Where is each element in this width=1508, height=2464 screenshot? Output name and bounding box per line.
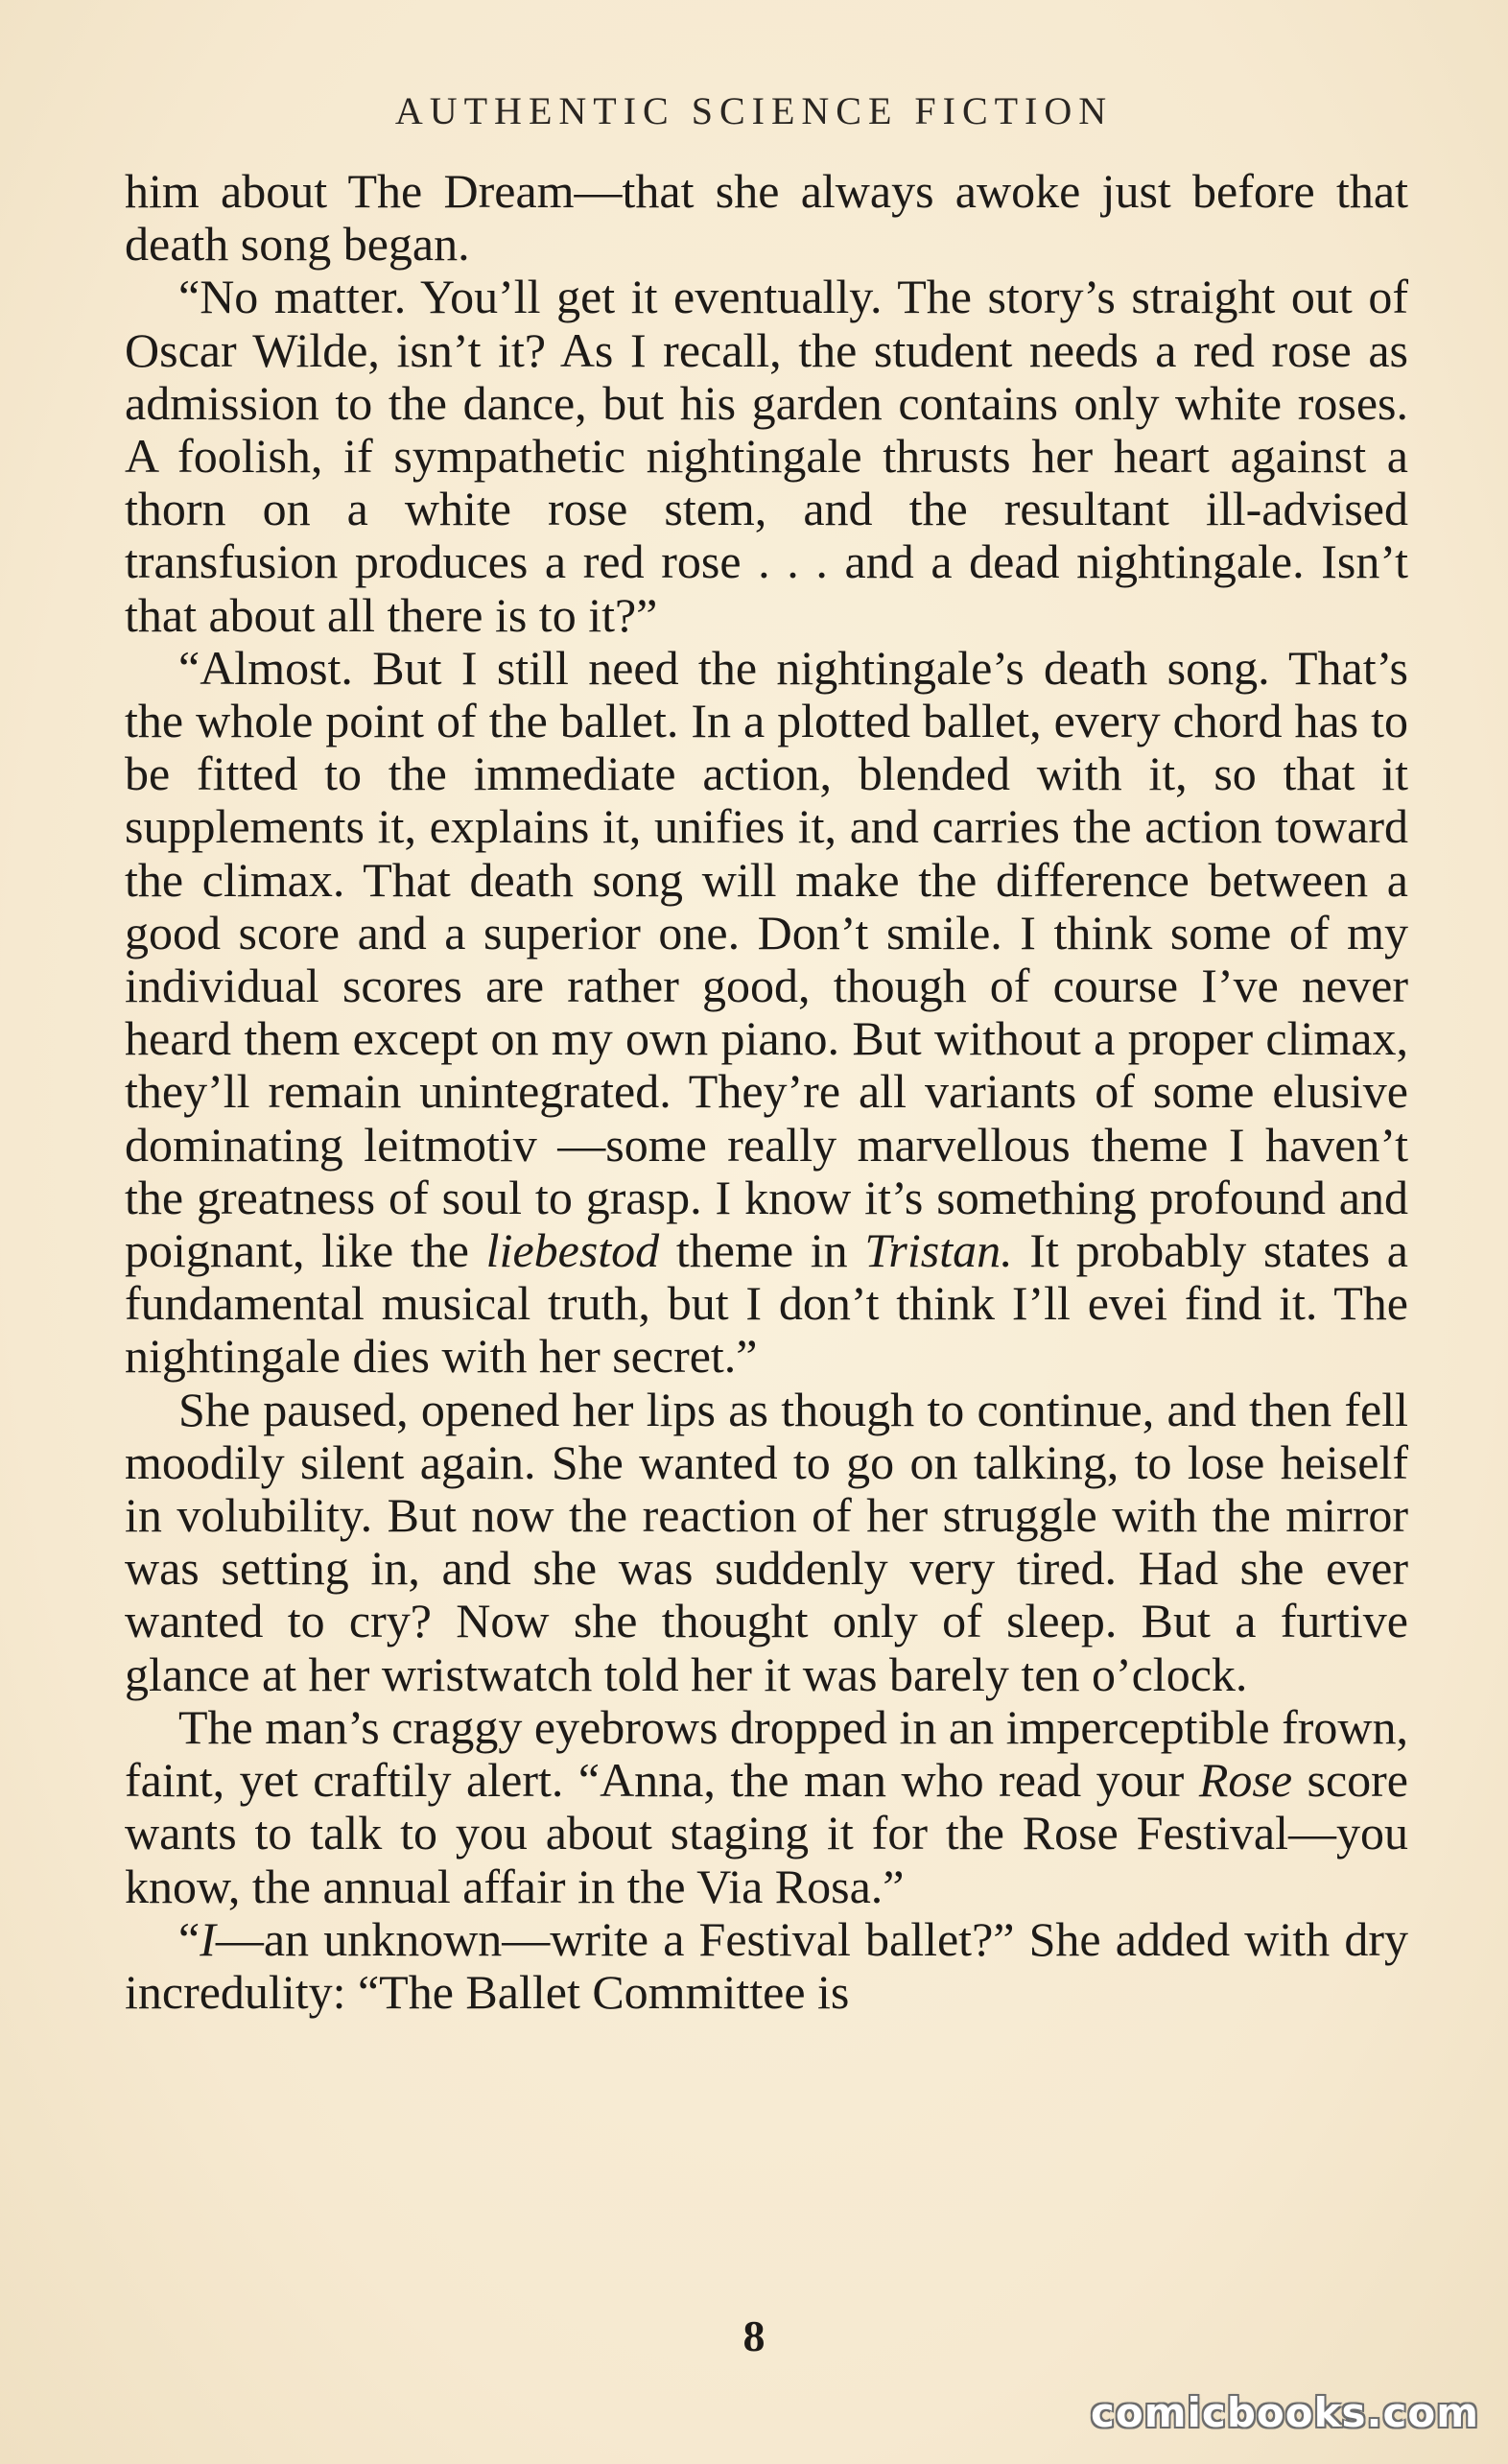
text-run: him about The Dream—that she always awoke just before that death song began. (125, 164, 1408, 272)
text-run: “No matter. You’ll get it eventually. The story’s straight out of Oscar Wilde, isn’t it? As I recall, the student needs a red rose as admission to the dance, but his garden contains only white roses. A foolish, if sympathetic nightingale thrusts her heart against a thorn on a white rose stem, and the resultant ill-advised transfusion produces a red rose . . . and a dead nightingale. Isn’t that about all there is to it?” (125, 270, 1408, 642)
text-run: “Almost. But I still need the nightingale’s death song. That’s the whole point of the ballet. In a plotted ballet, every chord has to be fitted to the immediate action, blended with it, so that it supplements it, explains it, unifies it, and carries the action toward the climax. That death song will make the difference between a good score and a superior one. Don’t smile. I think some of my individual scores are rather good, though of course I’ve never heard them except on my own piano. But without a proper climax, they’ll remain unintegrated. They’re all variants of some elusive dominating leitmotiv —some really marvellous theme I haven’t the greatness of soul to grasp. I know it’s something profound and poignant, like the (125, 640, 1408, 1278)
text-run: theme in (659, 1223, 865, 1278)
text-run: score wants to talk to you about staging it for the Rose Festival—you know, the annual affair in the Via Rosa.” (125, 1753, 1409, 1913)
page-number: 8 (742, 2311, 766, 2360)
italic-text: Tristan. (864, 1223, 1013, 1278)
text-run: —an unknown—write a Festival ballet?” She added with dry incredulity: “The Ballet Committee is (125, 1911, 1408, 2019)
body-text (125, 165, 1408, 2019)
paragraph (125, 1701, 1408, 1913)
paragraph (125, 1384, 1408, 1701)
running-head: AUTHENTIC SCIENCE FICTION (394, 89, 1114, 132)
text-run: It probably states a fundamental musical truth, but I don’t think I’ll evei find it. The nightingale dies with her secret.” (125, 1223, 1408, 1384)
italic-text: Rose (1198, 1753, 1293, 1808)
italic-text: I (200, 1911, 216, 1966)
italic-text: liebestod (485, 1223, 660, 1278)
text-run: She paused, opened her lips as though to continue, and then fell moodily silent again. She wanted to go on talking, to lose heiself in volubility. But now the reaction of her struggle with the mirror was setting in, and she was suddenly very tired. Had she ever wanted to cry? Now she thought only of sleep. But a furtive glance at her wristwatch told her it was barely ten o’clock. (125, 1382, 1408, 1701)
paragraph (125, 642, 1408, 1384)
text-run: “ (178, 1911, 200, 1966)
paragraph (125, 271, 1408, 641)
watermark-logo: comicbooks.com (1091, 2389, 1479, 2436)
paragraph (125, 1913, 1408, 2019)
text-run: The man’s craggy eyebrows dropped in an imperceptible frown, faint, yet craftily alert. “Anna, the man who read your (125, 1699, 1408, 1808)
paragraph (125, 165, 1408, 271)
